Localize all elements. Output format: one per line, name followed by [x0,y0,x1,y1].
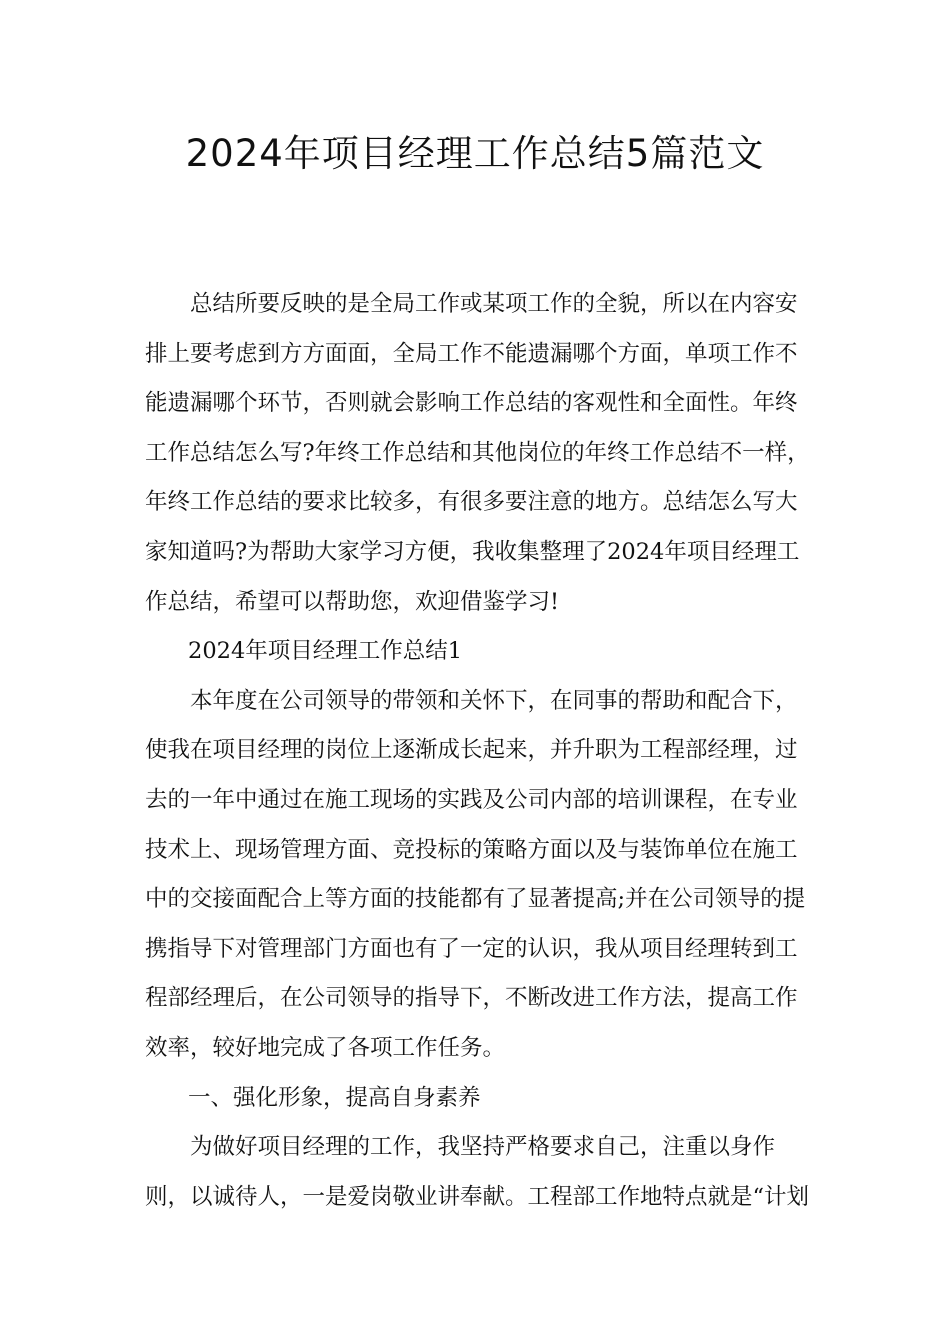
intro-paragraph: 总结所要反映的是全局工作或某项工作的全貌，所以在内容安排上要考虑到方方面面，全局工作不能遗漏哪个方面，单项工作不能遗漏哪个环节，否则就会影响工作总结的客观性和全面性。年终工作总结怎么写?年终工作总结和其他岗位的年终工作总结不一样，年终工作总结的要求比较多，有很多要注意的地方。总结怎么写大家知道吗?为帮助大家学习方便，我收集整理了2024年项目经理工作总结，希望可以帮助您，欢迎借鉴学习! [145,291,810,615]
body-paragraph-continued: 为做好项目经理的工作，我坚持严格要求自己，注重以身作则，以诚待人，一是爱岗敬业讲奉献。工程部工作地特点就是“计划 [145,1134,810,1210]
section-title: 2024年项目经理工作总结1 [188,638,463,665]
document-body [145,280,810,1222]
document-title: 2024年项目经理工作总结5篇范文 [185,132,765,175]
body-paragraph: 本年度在公司领导的带领和关怀下，在同事的帮助和配合下，使我在项目经理的岗位上逐渐成长起来，并升职为工程部经理，过去的一年中通过在施工现场的实践及公司内部的培训课程，在专业技术上、现场管理方面、竞投标的策略方面以及与装饰单位在施工中的交接面配合上等方面的技能都有了显著提高;并在公司领导的提携指导下对管理部门方面也有了一定的认识，我从项目经理转到工程部经理后，在公司领导的指导下，不断改进工作方法，提高工作效率，较好地完成了各项工作任务。 [145,687,806,1061]
subheading: 一、强化形象，提高自身素养 [188,1084,481,1111]
